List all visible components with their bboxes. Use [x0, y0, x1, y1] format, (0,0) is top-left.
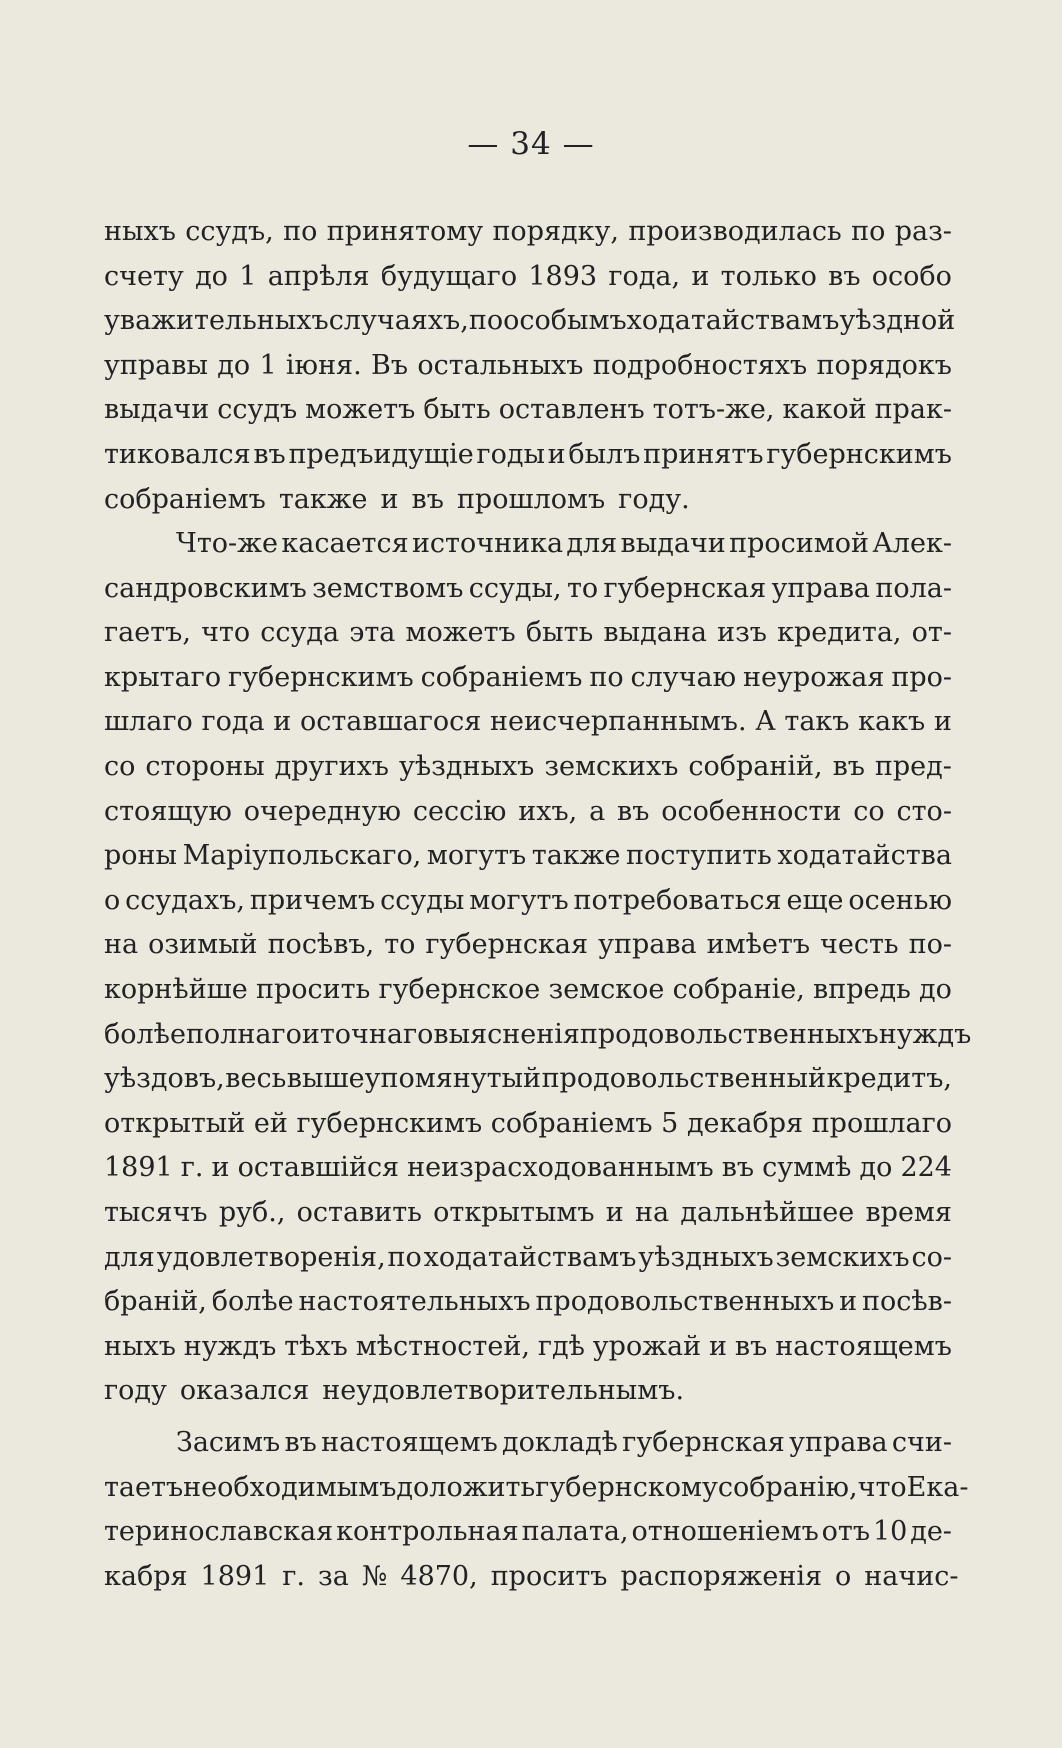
- word: въ: [411, 483, 444, 515]
- word: собраніе,: [672, 973, 805, 1005]
- word: земскихъ: [775, 1241, 910, 1273]
- word: собраніемъ: [490, 1107, 653, 1139]
- word: 5: [661, 1107, 679, 1139]
- word: продовольственныхъ: [579, 1018, 879, 1050]
- text-line: [104, 611, 952, 656]
- word: Ека-: [906, 1471, 969, 1503]
- word: настоящемъ: [321, 1427, 498, 1458]
- word: управа: [598, 929, 697, 961]
- word: и: [709, 1330, 728, 1362]
- word: неисчерпаннымъ.: [490, 706, 747, 738]
- word: принятому: [326, 216, 484, 247]
- word: и: [301, 1018, 320, 1050]
- word: и: [380, 483, 399, 515]
- word: таетъ: [104, 1471, 184, 1503]
- word: собраніемъ: [104, 483, 266, 515]
- text-line: [104, 1280, 952, 1325]
- word: о: [104, 884, 121, 916]
- word: источника: [411, 528, 564, 559]
- page-number: — 34 —: [467, 126, 595, 162]
- word: г.: [282, 1560, 305, 1592]
- word: продовольственный: [541, 1063, 826, 1095]
- word: до: [859, 1152, 893, 1184]
- word: оставшійся: [237, 1152, 400, 1184]
- word: по: [387, 1241, 422, 1273]
- word: ныхъ: [104, 1330, 176, 1362]
- word: ссудахъ,: [125, 884, 245, 916]
- word: ныхъ: [104, 216, 176, 247]
- word: и: [547, 438, 566, 470]
- word: оставить: [296, 1196, 422, 1228]
- word: продовольственныхъ: [535, 1286, 835, 1318]
- word: эта: [349, 617, 396, 649]
- word: мѣстностей,: [355, 1330, 530, 1362]
- word: порядку,: [492, 216, 619, 247]
- word: быть: [423, 394, 491, 426]
- word: 224: [900, 1152, 952, 1184]
- word: какъ: [858, 706, 926, 738]
- word: апрѣля: [267, 260, 370, 292]
- word: на: [104, 929, 139, 961]
- word: на: [635, 1196, 670, 1228]
- word: губернскимъ: [228, 661, 414, 693]
- word: въ: [253, 438, 286, 470]
- word: настоящемъ: [775, 1330, 952, 1362]
- word: случаяхъ,: [328, 305, 469, 337]
- word: порядокъ: [816, 349, 952, 381]
- word: іюня.: [285, 349, 362, 381]
- word: губернскимъ: [766, 438, 952, 470]
- text-line: [104, 834, 952, 879]
- word: для: [104, 1241, 155, 1273]
- word: поступить: [626, 840, 772, 872]
- word: вышеупомянутый: [286, 1063, 542, 1095]
- word: 1: [259, 349, 277, 381]
- word: настоятельныхъ: [298, 1286, 531, 1318]
- word: просимой: [729, 528, 870, 559]
- word: шлаго: [104, 706, 193, 738]
- word: ссудъ: [217, 394, 298, 426]
- word: выдана: [603, 617, 707, 649]
- word: посѣвъ,: [267, 929, 375, 961]
- word: озимый: [148, 929, 258, 961]
- text-line: [104, 1191, 952, 1236]
- word: въ: [832, 750, 865, 782]
- word: то: [566, 572, 599, 604]
- word: и: [839, 1286, 858, 1318]
- word: году: [104, 1375, 167, 1407]
- word: неизрасходованнымъ: [407, 1152, 714, 1184]
- text-line: [104, 1057, 952, 1102]
- word: году.: [618, 483, 690, 515]
- word: браній,: [104, 1286, 207, 1318]
- word: земскихъ: [544, 750, 679, 782]
- paragraph-3: [104, 1421, 969, 1599]
- word: также: [278, 483, 368, 515]
- word: г.: [180, 1152, 204, 1184]
- word: также: [531, 840, 621, 872]
- word: до: [195, 260, 228, 292]
- word: ходатайствамъ: [423, 1241, 637, 1273]
- word: 1893: [528, 260, 598, 292]
- word: можетъ: [305, 394, 416, 426]
- word: былъ: [568, 438, 641, 470]
- word: со-: [911, 1241, 952, 1273]
- word: причемъ: [249, 884, 376, 916]
- word: неудовлетворительнымъ.: [322, 1375, 685, 1407]
- word: по: [468, 305, 504, 337]
- text-line: [104, 1236, 952, 1281]
- word: и: [273, 706, 292, 738]
- word: до: [919, 973, 952, 1005]
- text-line: [104, 433, 952, 478]
- word: счи-: [891, 1427, 952, 1458]
- word: сто-: [896, 795, 952, 827]
- word: раз-: [894, 216, 952, 247]
- word: А: [755, 706, 776, 738]
- word: начис-: [864, 1560, 959, 1592]
- word: очередную: [243, 795, 402, 827]
- word: для: [566, 528, 618, 559]
- word: Засимъ: [176, 1427, 281, 1458]
- word: за: [318, 1560, 349, 1592]
- word: точнаго: [319, 1018, 434, 1050]
- word: ссуды: [380, 884, 465, 916]
- word: можетъ: [405, 617, 516, 649]
- word: собраній,: [688, 750, 823, 782]
- text-line: [104, 1013, 972, 1058]
- word: случаю: [630, 661, 737, 693]
- word: могутъ: [469, 884, 569, 916]
- word: въ: [721, 1152, 755, 1184]
- paragraph-1: [104, 210, 956, 522]
- word: счету: [104, 260, 184, 292]
- word: тотъ-же,: [652, 394, 775, 426]
- word: прошлаго: [811, 1107, 952, 1139]
- word: суммѣ: [762, 1152, 852, 1184]
- word: губернская: [622, 1427, 785, 1458]
- word: производилась: [628, 216, 842, 247]
- word: Алек-: [872, 528, 952, 559]
- word: ходатайствамъ: [626, 305, 840, 337]
- word: остальныхъ: [417, 349, 584, 381]
- word: время: [865, 1196, 952, 1228]
- word: дальнѣйшее: [680, 1196, 855, 1228]
- word: будущаго: [380, 260, 518, 292]
- word: 1891: [104, 1152, 173, 1184]
- word: по: [589, 661, 624, 693]
- text-line: [104, 1466, 969, 1511]
- word: открытый: [104, 1107, 246, 1139]
- word: земское: [548, 973, 665, 1005]
- word: предъидущіе: [288, 438, 474, 470]
- text-line: [104, 879, 952, 924]
- word: оставшагося: [299, 706, 482, 738]
- word: прошломъ: [456, 483, 606, 515]
- word: со: [104, 750, 136, 782]
- word: распоряженія: [620, 1560, 823, 1592]
- word: декабря: [686, 1107, 804, 1139]
- text-line: [104, 344, 952, 389]
- word: удовлетворенія,: [156, 1241, 386, 1273]
- word: гдѣ: [537, 1330, 585, 1362]
- word: только: [720, 260, 817, 292]
- word: 10: [872, 1516, 908, 1548]
- word: по: [283, 216, 318, 247]
- word: губернскимъ: [296, 1107, 483, 1139]
- word: управа: [771, 572, 871, 604]
- text-line: [104, 1555, 959, 1600]
- word: болѣе: [104, 1018, 186, 1050]
- word: проситъ: [490, 1560, 608, 1592]
- word: и: [691, 260, 710, 292]
- word: подробностяхъ: [592, 349, 808, 381]
- word: тысячъ: [104, 1196, 208, 1228]
- word: года: [201, 706, 265, 738]
- word: собранію,: [717, 1471, 858, 1503]
- word: палата,: [521, 1516, 629, 1548]
- word: по: [851, 216, 886, 247]
- text-line: [104, 656, 952, 701]
- word: полнаго: [185, 1018, 302, 1050]
- word: ей: [253, 1107, 288, 1139]
- word: и: [933, 706, 952, 738]
- text-line: [104, 567, 952, 612]
- word: ихъ,: [518, 795, 578, 827]
- word: 1891: [200, 1560, 270, 1592]
- text-line: [104, 1146, 952, 1191]
- word: ссуды,: [468, 572, 562, 604]
- word: и: [211, 1152, 230, 1184]
- word: такъ: [784, 706, 850, 738]
- text-line: [104, 1325, 952, 1370]
- text-line: [104, 1421, 952, 1466]
- word: уѣздныхъ: [398, 750, 535, 782]
- word: губернская: [603, 572, 767, 604]
- text-line: [104, 1102, 952, 1147]
- word: губернская: [425, 929, 589, 961]
- word: пред-: [874, 750, 952, 782]
- text-line: [104, 210, 952, 255]
- word: въ: [828, 260, 861, 292]
- word: уѣздныхъ: [638, 1241, 774, 1273]
- word: докладѣ: [502, 1427, 618, 1458]
- word: уважительныхъ: [104, 305, 329, 337]
- word: Въ: [370, 349, 409, 381]
- word: нуждъ: [878, 1018, 972, 1050]
- word: неурожая: [743, 661, 885, 693]
- text-line: [104, 255, 952, 300]
- word: урожай: [592, 1330, 702, 1362]
- word: что: [857, 1471, 907, 1503]
- word: де-: [910, 1516, 952, 1548]
- word: отъ: [821, 1516, 871, 1548]
- word: то: [384, 929, 416, 961]
- word: доложить: [396, 1471, 536, 1503]
- word: оставленъ: [498, 394, 645, 426]
- word: сессію: [412, 795, 507, 827]
- word: и: [605, 1196, 624, 1228]
- word: ходатайства: [777, 840, 952, 872]
- word: корнѣйше: [104, 973, 248, 1005]
- word: роны: [104, 840, 178, 872]
- paragraph-2: [104, 522, 972, 1414]
- word: весь: [225, 1063, 287, 1095]
- word: въ: [734, 1330, 768, 1362]
- word: открытымъ: [433, 1196, 595, 1228]
- word: про-: [891, 661, 952, 693]
- word: от-: [911, 617, 952, 649]
- word: выясненія: [433, 1018, 580, 1050]
- word: гаетъ,: [104, 617, 191, 649]
- word: уѣздовъ,: [104, 1063, 225, 1095]
- word: отношеніемъ: [631, 1516, 819, 1548]
- text-line: [104, 299, 956, 344]
- text-line: [104, 700, 952, 745]
- word: потребоваться: [573, 884, 782, 916]
- word: кабря: [104, 1560, 188, 1592]
- word: что: [201, 617, 251, 649]
- word: впредь: [813, 973, 911, 1005]
- word: стоящую: [104, 795, 232, 827]
- word: имѣетъ: [706, 929, 811, 961]
- word: другихъ: [274, 750, 389, 782]
- word: тѣхъ: [284, 1330, 348, 1362]
- word: со: [853, 795, 885, 827]
- word: болѣе: [211, 1286, 294, 1318]
- word: а: [589, 795, 606, 827]
- word: касается: [281, 528, 409, 559]
- word: посѣв-: [861, 1286, 952, 1318]
- word: 4870,: [400, 1560, 478, 1592]
- word: стороны: [145, 750, 265, 782]
- word: особо: [871, 260, 952, 292]
- word: особымъ: [503, 305, 627, 337]
- word: губернское: [378, 973, 541, 1005]
- text-line: [104, 790, 952, 835]
- word: о: [835, 1560, 852, 1592]
- text-line: [104, 522, 952, 567]
- word: управы: [104, 349, 208, 381]
- word: ссудъ,: [185, 216, 274, 247]
- text-line: [104, 1369, 952, 1414]
- word: земствомъ: [312, 572, 464, 604]
- word: ссуда: [260, 617, 340, 649]
- word: осенью: [848, 884, 952, 916]
- word: до: [217, 349, 251, 381]
- word: нуждъ: [183, 1330, 277, 1362]
- word: выдачи: [104, 394, 210, 426]
- word: кредита,: [777, 617, 902, 649]
- word: еще: [786, 884, 844, 916]
- word: крытаго: [104, 661, 222, 693]
- text-line: [104, 388, 952, 433]
- word: по-: [908, 929, 952, 961]
- word: руб.,: [218, 1196, 286, 1228]
- word: честь: [820, 929, 899, 961]
- text-line: [104, 923, 952, 968]
- word: могутъ: [426, 840, 527, 872]
- word: пола-: [875, 572, 952, 604]
- word: года,: [608, 260, 681, 292]
- word: просить: [255, 973, 371, 1005]
- word: выдачи: [620, 528, 726, 559]
- word: 1: [239, 260, 257, 292]
- word: сандровскимъ: [104, 572, 307, 604]
- text-line: [104, 478, 952, 523]
- word: годы: [476, 438, 545, 470]
- word: какой: [782, 394, 867, 426]
- word: Маріупольскаго,: [182, 840, 422, 872]
- text-line: [104, 1510, 952, 1555]
- word: тиковался: [104, 438, 251, 470]
- word: Что-же: [176, 528, 279, 559]
- word: оказался: [179, 1375, 310, 1407]
- word: кредитъ,: [826, 1063, 952, 1095]
- word: особенности: [661, 795, 842, 827]
- word: управа: [789, 1427, 888, 1458]
- word: въ: [284, 1427, 317, 1458]
- word: теринославская: [104, 1516, 334, 1548]
- word: №: [361, 1560, 388, 1592]
- word: губернскому: [535, 1471, 718, 1503]
- word: быть: [525, 617, 594, 649]
- word: прак-: [874, 394, 952, 426]
- word: принятъ: [643, 438, 764, 470]
- word: собраніемъ: [420, 661, 583, 693]
- text-line: [104, 968, 952, 1013]
- word: изъ: [717, 617, 767, 649]
- word: контрольная: [336, 1516, 519, 1548]
- word: необходимымъ: [183, 1471, 397, 1503]
- text-line: [104, 745, 952, 790]
- word: уѣздной: [839, 305, 956, 337]
- word: въ: [617, 795, 650, 827]
